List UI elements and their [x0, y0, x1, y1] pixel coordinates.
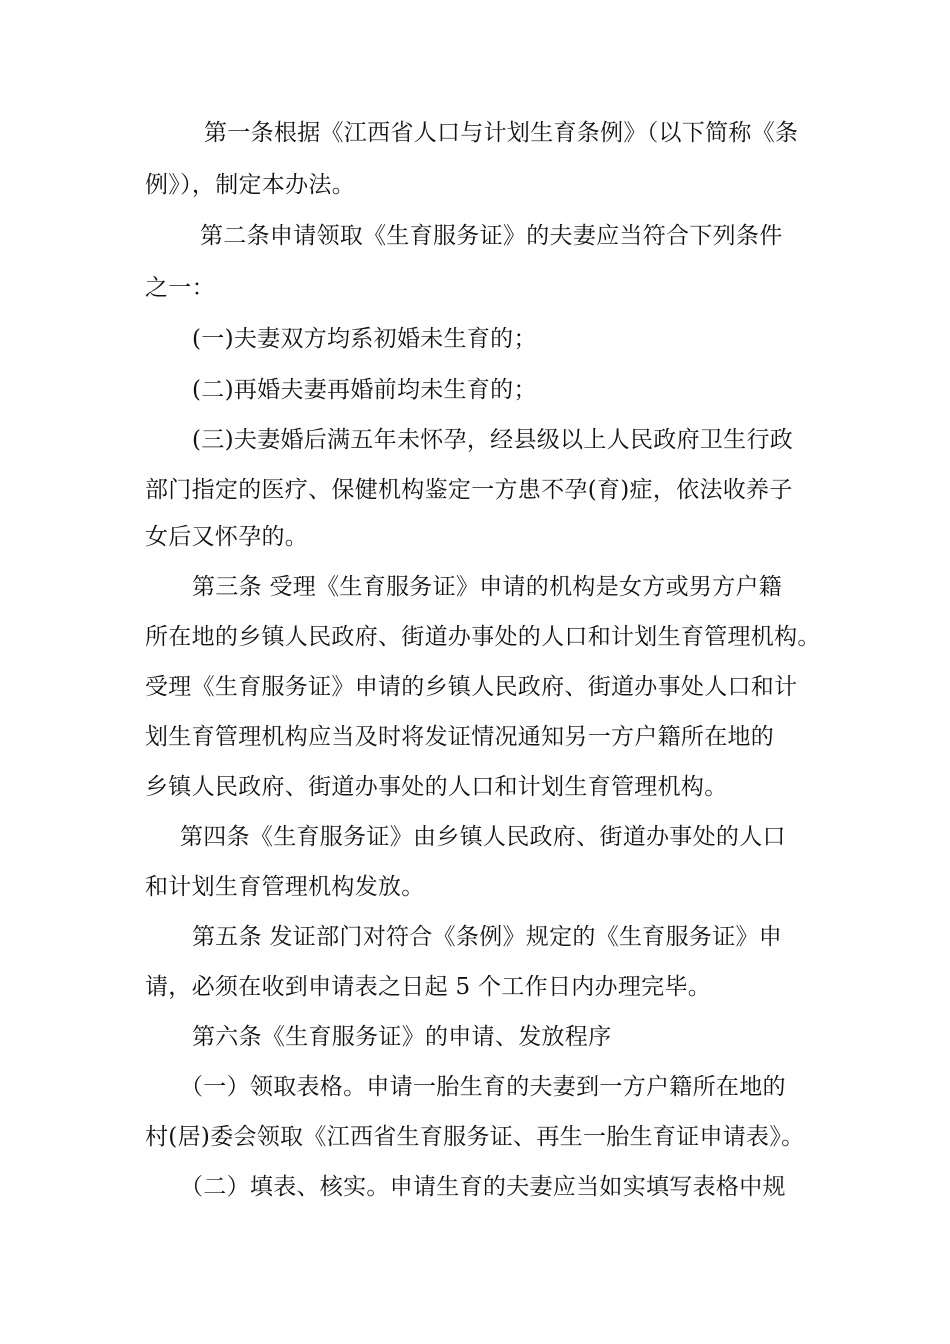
article-6-item-1-line-2: 村(居)委会领取《江西省生育服务证、再生一胎生育证申请表》。 — [145, 1124, 805, 1150]
article-3-line-3: 受理《生育服务证》申请的乡镇人民政府、街道办事处人口和计 — [145, 674, 798, 700]
article-6-item-2-line-1: （二）填表、核实。申请生育的夫妻应当如实填写表格中规 — [180, 1174, 786, 1200]
article-5-line-1: 第五条 发证部门对符合《条例》规定的《生育服务证》申 — [192, 924, 783, 950]
article-3-line-5: 乡镇人民政府、街道办事处的人口和计划生育管理机构。 — [145, 774, 728, 800]
article-2-item-1: (一)夫妻双方均系初婚未生育的； — [192, 326, 537, 352]
article-2-item-2: (二)再婚夫妻再婚前均未生育的； — [192, 377, 537, 403]
article-2-item-3-line-3: 女后又怀孕的。 — [145, 524, 309, 550]
article-2-line-1: 第二条申请领取《生育服务证》的夫妻应当符合下列条件 — [200, 223, 783, 249]
article-4-line-1: 第四条《生育服务证》由乡镇人民政府、街道办事处的人口 — [180, 824, 786, 850]
article-1-line-1: 第一条根据《江西省人口与计划生育条例》（以下简称《条 — [204, 120, 799, 146]
article-3-line-2: 所在地的乡镇人民政府、街道办事处的人口和计划生育管理机构。 — [145, 624, 821, 650]
article-5-line-2: 请，必须在收到申请表之日起 5 个工作日内办理完毕。 — [145, 974, 712, 1000]
article-6-item-1-line-1: （一）领取表格。申请一胎生育的夫妻到一方户籍所在地的 — [180, 1074, 786, 1100]
article-6-line-1: 第六条《生育服务证》的申请、发放程序 — [192, 1024, 612, 1050]
article-3-line-1: 第三条 受理《生育服务证》申请的机构是女方或男方户籍 — [192, 574, 783, 600]
article-4-line-2: 和计划生育管理机构发放。 — [145, 874, 425, 900]
article-2-item-3-line-1: (三)夫妻婚后满五年未怀孕，经县级以上人民政府卫生行政 — [192, 427, 794, 453]
article-1-line-2: 例》），制定本办法。 — [145, 172, 355, 198]
article-3-line-4: 划生育管理机构应当及时将发证情况通知另一方户籍所在地的 — [145, 724, 775, 750]
article-2-item-3-line-2: 部门指定的医疗、保健机构鉴定一方患不孕(育)症，依法收养子 — [145, 477, 793, 503]
article-2-line-2: 之一： — [145, 275, 215, 301]
